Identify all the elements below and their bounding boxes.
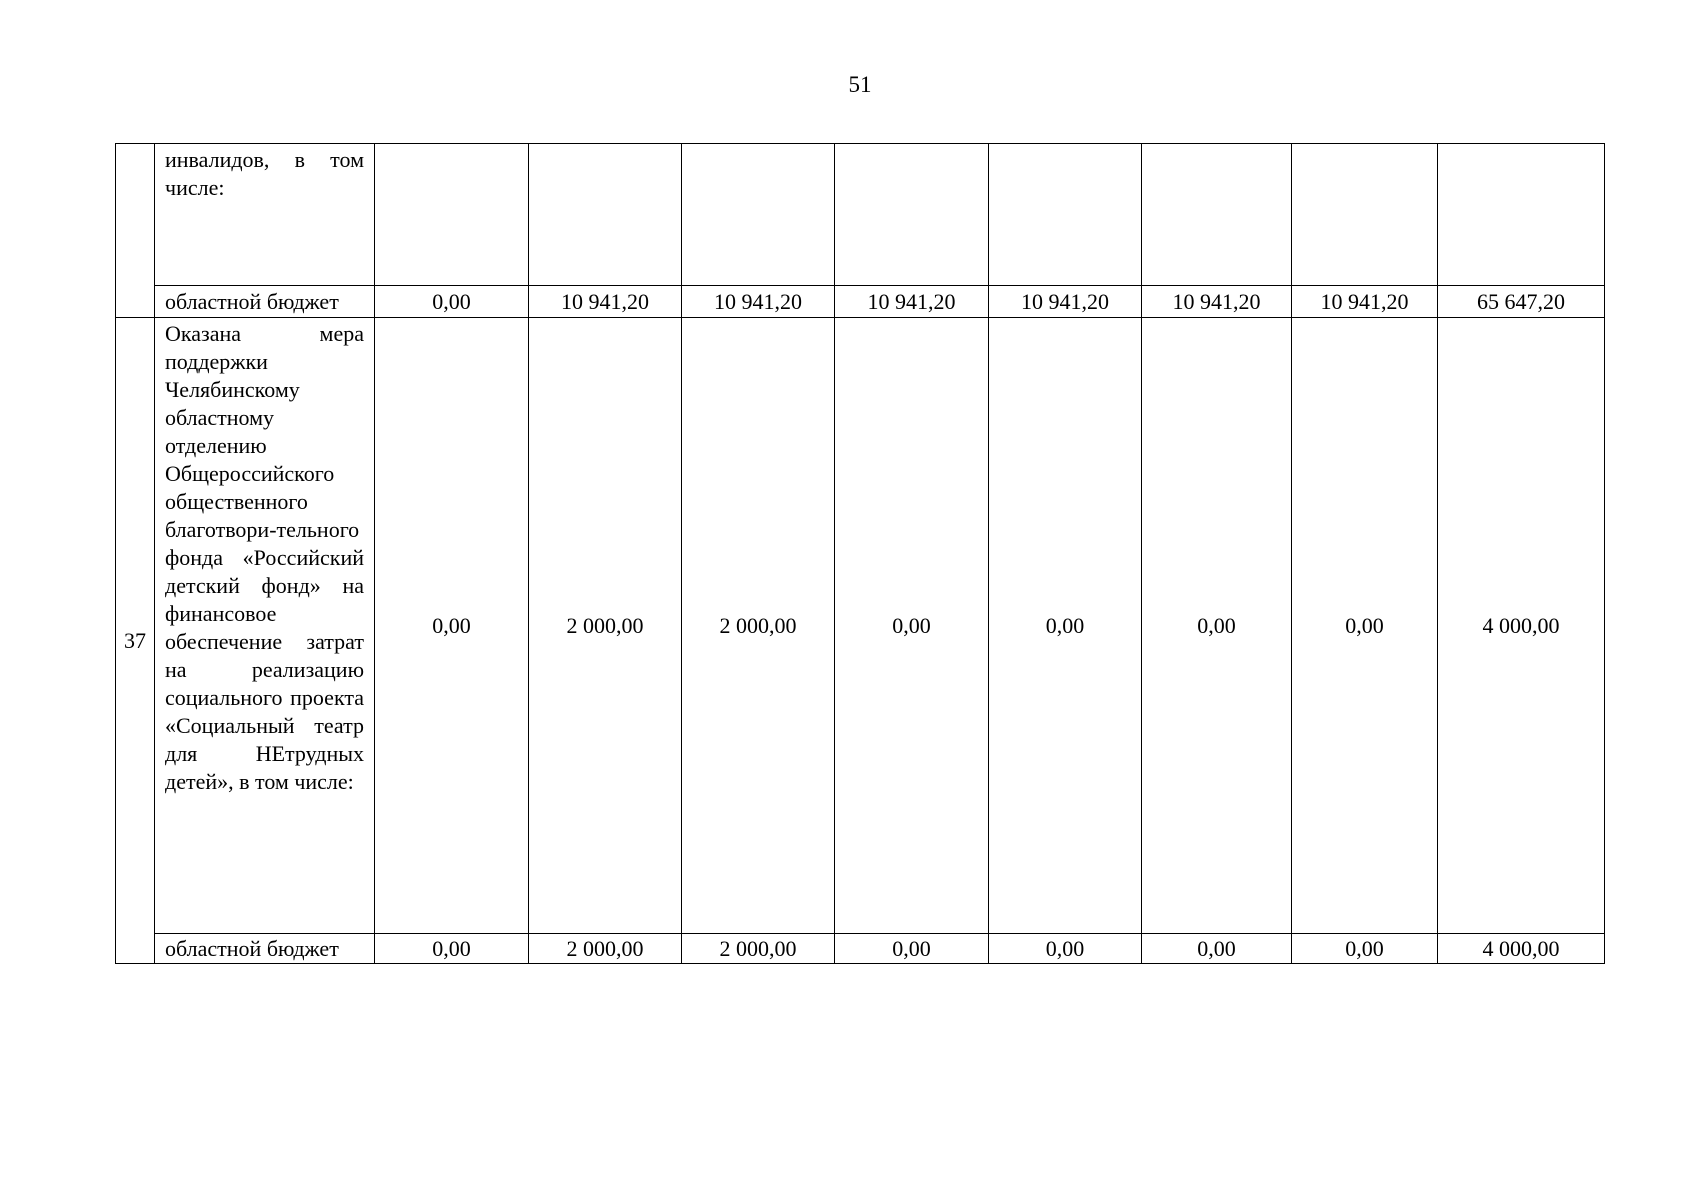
value-cell: 2 000,00 [529,934,682,964]
value-cell: 10 941,20 [1142,286,1292,318]
value-cell: 4 000,00 [1438,318,1605,934]
page-number: 51 [848,72,872,97]
value-cell: 0,00 [835,318,989,934]
table-row [116,934,1605,964]
table-row [116,286,1605,318]
table-row [116,318,1605,934]
funding-source-cell: областной бюджет [155,286,375,318]
value-cell [375,144,529,286]
value-cell: 2 000,00 [529,318,682,934]
value-cell: 0,00 [835,934,989,964]
value-cell: 65 647,20 [1438,286,1605,318]
value-cell [835,144,989,286]
value-cell: 0,00 [1142,934,1292,964]
value-cell: 2 000,00 [682,318,835,934]
value-cell: 10 941,20 [989,286,1142,318]
value-cell: 0,00 [1292,318,1438,934]
value-cell: 0,00 [375,286,529,318]
funding-source-cell: областной бюджет [155,934,375,964]
value-cell: 10 941,20 [682,286,835,318]
description-cell: инвалидов, в том числе: [155,144,375,286]
value-cell [1292,144,1438,286]
value-cell: 0,00 [989,318,1142,934]
table-row [116,144,1605,286]
value-cell: 10 941,20 [1292,286,1438,318]
value-cell: 0,00 [375,318,529,934]
value-cell: 4 000,00 [1438,934,1605,964]
row-number-cell [116,144,155,318]
value-cell: 0,00 [375,934,529,964]
value-cell [682,144,835,286]
value-cell [989,144,1142,286]
value-cell [1438,144,1605,286]
value-cell: 0,00 [1142,318,1292,934]
budget-table [115,143,1605,964]
description-cell: Оказана мера поддержки Челябинскому областному отделению Общероссийского общественного благотвори-тельного фонда «Российский детский фонд» на финансовое обеспечение затрат на реализацию социального проекта «Социальный театр для НЕтрудных детей», в том числе: [155,318,375,934]
value-cell: 10 941,20 [529,286,682,318]
value-cell: 0,00 [1292,934,1438,964]
row-number-cell: 37 [116,318,155,964]
value-cell: 2 000,00 [682,934,835,964]
value-cell [1142,144,1292,286]
value-cell: 0,00 [989,934,1142,964]
value-cell: 10 941,20 [835,286,989,318]
value-cell [529,144,682,286]
